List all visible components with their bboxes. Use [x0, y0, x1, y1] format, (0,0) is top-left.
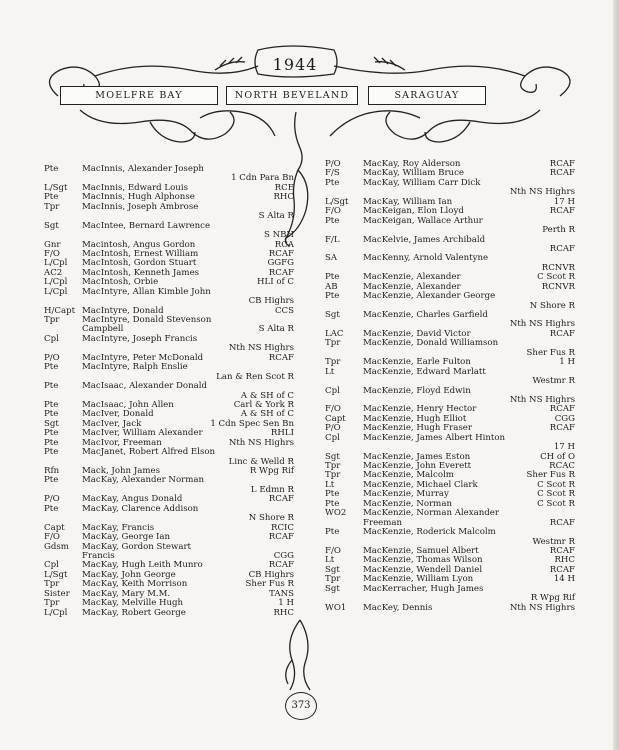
service-unit: 17 H — [553, 442, 575, 453]
service-rank: Sgt — [325, 583, 340, 594]
service-unit: CH of O — [540, 451, 575, 462]
service-rank: H/Capt — [44, 305, 76, 316]
service-unit: RCAF — [268, 352, 294, 363]
service-rank: Capt — [44, 522, 65, 533]
service-unit: C Scot R — [537, 272, 575, 283]
person-name: MacIvor, Freeman — [82, 437, 162, 448]
person-name: MacKenzie, Michael Clark — [363, 479, 478, 490]
service-unit: C Scot R — [537, 479, 575, 490]
service-unit: S NBH — [264, 230, 294, 241]
service-rank: AB — [325, 281, 338, 292]
person-name: MacKenzie, Alexander — [363, 272, 461, 283]
service-unit: RCAF — [549, 545, 575, 556]
service-rank: P/O — [325, 159, 341, 169]
person-name: Francis — [82, 550, 115, 561]
person-name: MacKenzie, David Victor — [363, 328, 471, 339]
service-unit: TANS — [269, 588, 294, 599]
service-rank: L/Cpl — [44, 258, 68, 269]
person-name: MacKay, Melville Hugh — [82, 598, 184, 609]
service-rank: Pte — [44, 475, 59, 486]
person-name: MacInnis, Edward Louis — [82, 182, 188, 193]
service-rank: Pte — [325, 215, 340, 226]
service-rank: L/Sgt — [325, 196, 349, 207]
person-name: MacInnis, Alexander Joseph — [82, 164, 204, 174]
service-unit: C Scot R — [537, 498, 575, 509]
person-name: MacKenzie, Hugh Fraser — [363, 423, 472, 434]
service-unit: RCAF — [268, 248, 294, 259]
service-rank: WO2 — [325, 508, 347, 519]
person-name: MacKenzie, Henry Hector — [363, 404, 477, 415]
person-name: MacKenzie, Murray — [363, 489, 449, 500]
service-rank: Pte — [44, 381, 59, 392]
roll-entry-row — [44, 203, 294, 212]
year-heading: 1944 — [272, 55, 318, 74]
person-name: MacKay, William Ian — [363, 196, 453, 207]
service-unit: Carl & York R — [233, 399, 294, 410]
service-unit: 14 H — [553, 574, 575, 585]
service-rank: Pte — [325, 527, 340, 538]
service-unit: RCAF — [549, 328, 575, 339]
person-name: Freeman — [363, 517, 403, 528]
service-unit: Nth NS Highrs — [228, 437, 294, 448]
service-unit: CB Highrs — [248, 569, 294, 580]
person-name: MacInnis, Hugh Alphonse — [82, 192, 195, 203]
service-rank: Sgt — [44, 418, 59, 429]
person-name: MacKay, Francis — [82, 522, 155, 533]
service-unit: RCAF — [268, 267, 294, 278]
person-name: Campbell — [82, 324, 124, 335]
person-name: MacKay, Mary M.M. — [82, 588, 171, 599]
service-unit: HLI of C — [257, 277, 294, 288]
roll-entry-row — [44, 222, 294, 231]
service-unit: 1 H — [278, 598, 294, 609]
service-rank: Cpl — [325, 432, 340, 443]
service-rank: Sgt — [325, 564, 340, 575]
person-name: MacKay, Gordon Stewart — [82, 541, 192, 552]
service-rank: AC2 — [44, 267, 63, 278]
person-name: MacKay, Clarence Addison — [82, 503, 199, 514]
person-name: MacKenzie, Thomas Wilson — [363, 555, 483, 566]
person-name: MacKay, Robert George — [82, 607, 186, 618]
person-name: MacKenzie, Edward Marlatt — [363, 366, 486, 377]
person-name: MacIntyre, Ralph Enslie — [82, 362, 188, 373]
service-rank: L/Sgt — [44, 182, 68, 193]
service-unit: RCAF — [549, 168, 575, 179]
service-rank: Pte — [325, 291, 340, 302]
person-name: MacIsaac, John Allen — [82, 399, 174, 410]
service-rank: Pte — [44, 192, 59, 203]
person-name: MacKeigan, Wallace Arthur — [363, 215, 483, 226]
service-rank: Gdsm — [44, 541, 69, 552]
person-name: MacKenzie, Donald Williamson — [363, 338, 499, 349]
service-rank: P/O — [44, 494, 60, 505]
person-name: MacKay, Roy Alderson — [363, 159, 461, 169]
person-name: MacKey, Dennis — [363, 602, 433, 613]
service-unit: Nth NS Highrs — [509, 602, 575, 613]
roll-entry-row — [325, 254, 575, 263]
service-rank: F/S — [325, 168, 340, 179]
service-rank: Pte — [325, 498, 340, 509]
person-name: MacKenzie, Earle Fulton — [363, 357, 471, 368]
service-unit: 17 H — [553, 196, 575, 207]
service-unit: RHC — [273, 607, 294, 618]
service-unit: RCAF — [549, 206, 575, 217]
person-name: MacKenzie, Samuel Albert — [363, 545, 479, 556]
service-unit: Lan & Ren Scot R — [216, 371, 294, 382]
service-unit: RCAF — [268, 494, 294, 505]
service-rank: F/O — [44, 248, 60, 259]
service-unit: Westmr R — [532, 536, 575, 547]
service-rank: Tpr — [325, 338, 341, 349]
service-unit: RCAF — [549, 404, 575, 415]
service-rank: LAC — [325, 328, 344, 339]
service-unit: Nth NS Highrs — [228, 343, 294, 354]
service-unit: 1 Cdn Spec Sen Bn — [210, 418, 294, 429]
service-unit: RCAF — [549, 564, 575, 575]
service-unit: 1 Cdn Para Bn — [231, 173, 294, 184]
ship-banner-north-beveland: NORTH BEVELAND — [226, 86, 358, 105]
service-unit: L Edmn R — [250, 484, 294, 495]
person-name: MacIntyre, Donald Stevenson — [82, 315, 212, 325]
service-unit: Nth NS Highrs — [509, 319, 575, 330]
person-name: MacIsaac, Alexander Donald — [82, 381, 208, 392]
person-name: MacKay, Keith Morrison — [82, 579, 188, 590]
service-rank: Tpr — [44, 598, 60, 609]
service-unit: CCS — [274, 305, 294, 316]
service-rank: Lt — [325, 479, 335, 490]
service-unit: RHC — [554, 555, 575, 566]
service-unit: S Alta R — [258, 211, 294, 222]
service-rank: Tpr — [325, 357, 341, 368]
service-unit: C Scot R — [537, 489, 575, 500]
service-unit: RCIC — [270, 522, 294, 533]
person-name: MacKay, Angus Donald — [82, 494, 183, 505]
roll-entry-row — [325, 604, 575, 613]
ship-banner-saraguay: SARAGUAY — [368, 86, 486, 105]
service-unit: Sher Fus R — [526, 470, 575, 481]
service-unit: A & SH of C — [240, 409, 294, 420]
page-number: 373 — [285, 692, 317, 720]
service-unit: Perth R — [542, 225, 575, 236]
person-name: MacIver, William Alexander — [82, 428, 203, 439]
ship-banner-moelfre-bay: MOELFRE BAY — [60, 86, 218, 105]
service-unit: RHC — [273, 192, 294, 203]
service-unit: Nth NS Highrs — [509, 394, 575, 405]
service-unit: RCAF — [549, 517, 575, 528]
person-name: MacKelvie, James Archibald — [363, 234, 486, 245]
service-unit: R Wpg Rif — [530, 593, 575, 604]
person-name: MacKay, Alexander Norman — [82, 475, 205, 486]
service-rank: Sgt — [44, 220, 59, 231]
service-unit: RCAC — [549, 461, 575, 471]
person-name: MacKenzie, Alexander — [363, 281, 461, 292]
service-rank: L/Sgt — [44, 569, 68, 580]
service-rank: Lt — [325, 366, 335, 377]
service-unit: RCNVR — [541, 281, 575, 292]
person-name: MacKerracher, Hugh James — [363, 583, 484, 594]
person-name: MacKenzie, James Albert Hinton — [363, 432, 506, 443]
service-unit: Nth NS Highrs — [509, 187, 575, 198]
person-name: MacKenzie, Wendell Daniel — [363, 564, 483, 575]
service-unit: CGG — [554, 413, 575, 424]
service-rank: Tpr — [325, 461, 341, 471]
service-rank: Tpr — [44, 315, 60, 325]
person-name: MacKay, William Carr Dick — [363, 177, 481, 188]
person-name: MacKenzie, Roderick Malcolm — [363, 527, 496, 538]
person-name: MacKenzie, Norman — [363, 498, 452, 509]
service-rank: Pte — [325, 177, 340, 188]
service-rank: F/O — [44, 532, 60, 543]
service-rank: Sister — [44, 588, 70, 599]
person-name: MacIntosh, Orbie — [82, 277, 159, 288]
person-name: MacKenzie, John Everett — [363, 461, 472, 471]
person-name: MacIntee, Bernard Lawrence — [82, 220, 211, 231]
person-name: MacKay, William Bruce — [363, 168, 464, 179]
person-name: MacKenzie, Charles Garfield — [363, 310, 488, 320]
service-rank: L/Cpl — [44, 286, 68, 297]
service-rank: Pte — [44, 409, 59, 420]
service-unit: RCE — [274, 182, 294, 193]
service-rank: F/O — [325, 404, 341, 415]
service-rank: Tpr — [325, 470, 341, 481]
service-unit: CB Highrs — [248, 296, 294, 307]
right-name-column — [325, 160, 575, 613]
person-name: MacJanet, Robert Alfred Elson — [82, 447, 216, 458]
service-rank: Tpr — [44, 579, 60, 590]
service-rank: Pte — [44, 164, 59, 174]
service-unit: RCAF — [549, 159, 575, 169]
person-name: MacIntyre, Donald — [82, 305, 164, 316]
roll-entry-row — [44, 609, 294, 618]
person-name: Mack, John James — [82, 466, 161, 476]
service-rank: F/L — [325, 234, 340, 245]
service-unit: GGFG — [267, 258, 294, 269]
person-name: MacIntosh, Ernest William — [82, 248, 199, 259]
service-rank: Cpl — [44, 560, 59, 571]
service-unit: Sher Fus R — [526, 347, 575, 358]
service-unit: RCNVR — [541, 262, 575, 273]
service-rank: Pte — [44, 362, 59, 373]
service-rank: WO1 — [325, 602, 347, 613]
service-rank: P/O — [325, 423, 341, 434]
service-rank: L/Cpl — [44, 277, 68, 288]
service-rank: F/O — [325, 545, 341, 556]
service-unit: Westmr R — [532, 376, 575, 387]
service-unit: R Wpg Rif — [249, 466, 294, 476]
service-rank: Pte — [325, 272, 340, 283]
service-rank: P/O — [44, 352, 60, 363]
person-name: MacKay, John George — [82, 569, 176, 580]
service-rank: Tpr — [325, 574, 341, 585]
service-unit: N Shore R — [529, 300, 575, 311]
service-rank: Sgt — [325, 310, 340, 320]
person-name: MacKenzie, James Eston — [363, 451, 471, 462]
service-rank: Cpl — [325, 385, 340, 396]
person-name: MacIver, Donald — [82, 409, 154, 420]
service-rank: Pte — [325, 489, 340, 500]
person-name: MacIntyre, Peter McDonald — [82, 352, 204, 363]
person-name: MacKenzie, Malcolm — [363, 470, 454, 481]
service-unit: RCAF — [549, 423, 575, 434]
person-name: MacIntyre, Joseph Francis — [82, 333, 198, 344]
service-unit: Linc & Welld R — [228, 456, 294, 467]
person-name: MacKenzie, William Lyon — [363, 574, 474, 585]
service-rank: Rfn — [44, 466, 60, 476]
service-rank: Pte — [44, 447, 59, 458]
service-rank: F/O — [325, 206, 341, 217]
service-rank: Capt — [325, 413, 346, 424]
person-name: Macintosh, Angus Gordon — [82, 239, 196, 250]
service-unit: A & SH of C — [240, 390, 294, 401]
service-rank: Pte — [44, 503, 59, 514]
person-name: MacKay, George Ian — [82, 532, 171, 543]
service-unit: Sher Fus R — [245, 579, 294, 590]
service-rank: Pte — [44, 437, 59, 448]
service-rank: Sgt — [325, 451, 340, 462]
person-name: MacKenzie, Alexander George — [363, 291, 496, 302]
person-name: MacIntyre, Allan Kimble John — [82, 286, 211, 297]
service-unit: N Shore R — [248, 513, 294, 524]
service-unit: RCA — [274, 239, 294, 250]
service-rank: Pte — [44, 428, 59, 439]
person-name: MacInnis, Joseph Ambrose — [82, 201, 199, 212]
person-name: MacIntosh, Kenneth James — [82, 267, 200, 278]
service-unit: RCAF — [268, 532, 294, 543]
service-rank: Cpl — [44, 333, 59, 344]
person-name: MacKenny, Arnold Valentyne — [363, 253, 489, 264]
person-name: MacIntosh, Gordon Stuart — [82, 258, 197, 269]
person-name: MacKay, Hugh Leith Munro — [82, 560, 203, 571]
service-unit: RCAF — [549, 243, 575, 254]
roll-entry-row — [325, 217, 575, 226]
service-unit: S Alta R — [258, 324, 294, 335]
service-rank: L/Cpl — [44, 607, 68, 618]
service-rank: SA — [325, 253, 338, 264]
roll-entry-row — [325, 236, 575, 245]
service-rank: Lt — [325, 555, 335, 566]
person-name: MacKenzie, Norman Alexander — [363, 508, 499, 519]
service-rank: Pte — [44, 399, 59, 410]
person-name: MacIver, Jack — [82, 418, 142, 429]
service-unit: RHLI — [270, 428, 294, 439]
service-rank: Tpr — [44, 201, 60, 212]
service-unit: 1 H — [559, 357, 575, 368]
service-rank: Gnr — [44, 239, 61, 250]
person-name: MacKenzie, Floyd Edwin — [363, 385, 471, 396]
left-name-column — [44, 165, 294, 618]
person-name: MacKeigan, Elon Lloyd — [363, 206, 464, 217]
person-name: MacKenzie, Hugh Elliot — [363, 413, 467, 424]
service-unit: CGG — [273, 550, 294, 561]
service-unit: RCAF — [268, 560, 294, 571]
roll-entry-row — [325, 434, 575, 443]
